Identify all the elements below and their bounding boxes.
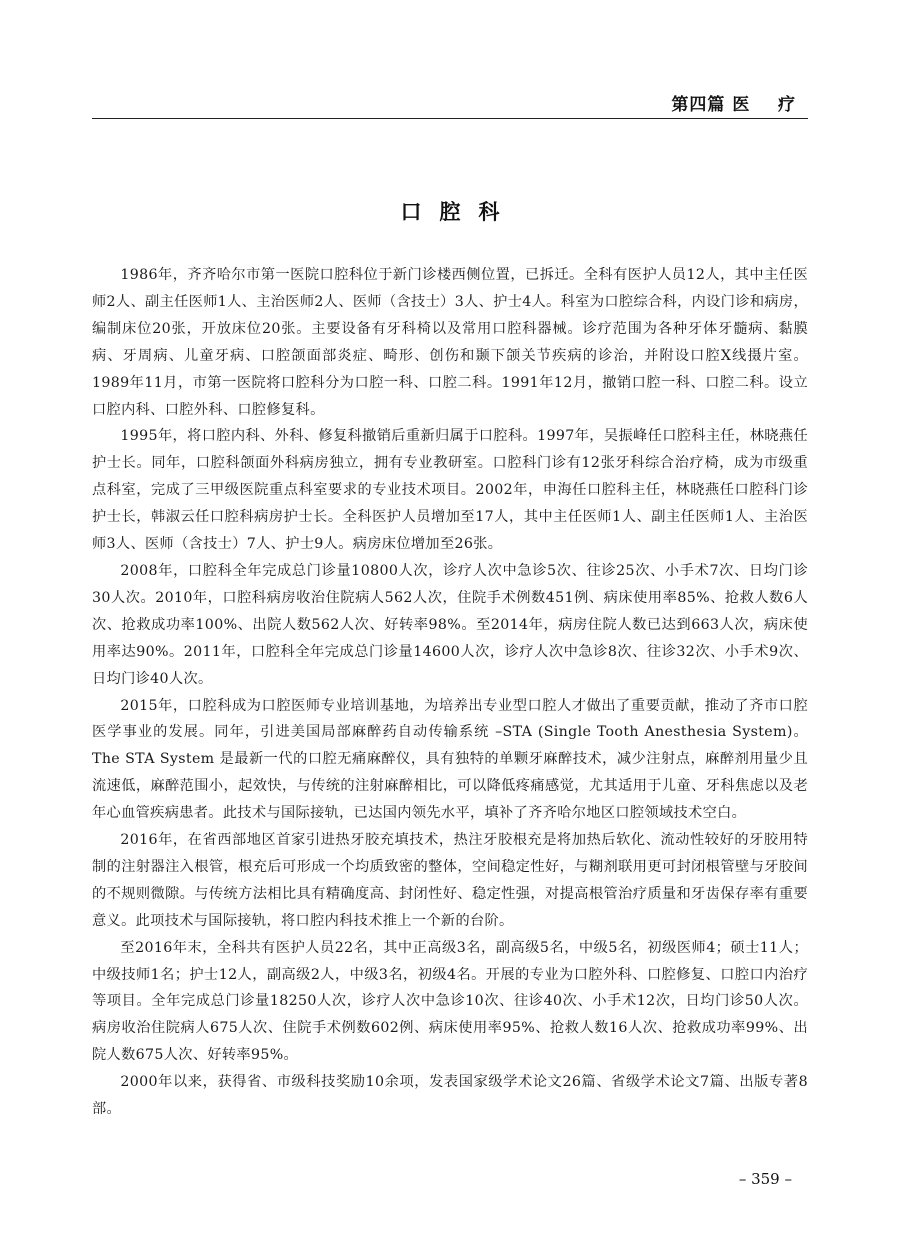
paragraph: 2015年，口腔科成为口腔医师专业培训基地，为培养出专业型口腔人才做出了重要贡献，推动了齐市口腔医学事业的发展。同年，引进美国局部麻醉药自动传输系统 –STA (Single Tooth Anesthesia System)。The STA System 是最新一代的口腔无痛麻醉仪，具有独特的单颗牙麻醉技术，减少注射点，麻醉剂用量少且流速低，麻醉范围小，起效快，与传统的注射麻醉相比，可以降低疼痛感觉，尤其适用于儿童、牙科焦虑以及老年心血管疾病患者。此技术与国际接轨，已达国内领先水平，填补了齐齐哈尔地区口腔领域技术空白。	[92, 697, 808, 822]
section-title: 口腔科	[400, 200, 518, 224]
paragraph: 至2016年末，全科共有医护人员22名，其中正高级3名，副高级5名，中级5名，初级医师4；硕士11人；中级技师1名；护士12人，副高级2人，中级3名，初级4名。开展的专业为口腔外科、口腔修复、口腔口内治疗等项目。全年完成总门诊量18250人次，诊疗人次中急诊10次、往诊40次、小手术12次，日均门诊50人次。病房收治住院病人675人次、住院手术例数602例、病床使用率95%、抢救人数16人次、抢救成功率99%、出院人数675人次、好转率95%。	[92, 939, 808, 1064]
running-header-title: 第四篇 医 疗	[671, 95, 796, 115]
body-text	[92, 262, 808, 1123]
paragraph: 2016年，在省西部地区首家引进热牙胶充填技术，热注牙胶根充是将加热后软化、流动性较好的牙胶用特制的注射器注入根管，根充后可形成一个均质致密的整体，空间稳定性好，与糊剂联用更可封闭根管壁与牙胶间的不规则微隙。与传统方法相比具有精确度高、封闭性好、稳定性强，对提高根管治疗质量和牙齿保存率有重要意义。此项技术与国际接轨，将口腔内科技术推上一个新的台阶。	[92, 832, 808, 929]
paragraph: 1995年，将口腔内科、外科、修复科撤销后重新归属于口腔科。1997年，吴振峰任口腔科主任，林晓燕任护士长。同年，口腔科颌面外科病房独立，拥有专业教研室。口腔科门诊有12张牙科综合治疗椅，成为市级重点科室，完成了三甲级医院重点科室要求的专业技术项目。2002年，申海任口腔科主任，林晓燕任口腔科门诊护士长，韩淑云任口腔科病房护士长。全科医护人员增加至17人，其中主任医师1人、副主任医师1人、主治医师3人、医师（含技士）7人、护士9人。病房床位增加至26张。	[92, 428, 808, 553]
paragraph: 2000年以来，获得省、市级科技奖励10余项，发表国家级学术论文26篇、省级学术论文7篇、出版专著8部。	[92, 1074, 808, 1118]
paragraph: 2008年，口腔科全年完成总门诊量10800人次，诊疗人次中急诊5次、往诊25次、小手术7次、日均门诊30人次。2010年，口腔科病房收治住院病人562人次，住院手术例数451例、病床使用率85%、抢救人数6人次、抢救成功率100%、出院人数562人次、好转率98%。至2014年，病房住院人数已达到663人次，病床使用率达90%。2011年，口腔科全年完成总门诊量14600人次，诊疗人次中急诊8次、往诊32次、小手术9次、日均门诊40人次。	[92, 562, 808, 687]
page-number: – 359 –	[738, 1170, 792, 1188]
running-header	[92, 88, 808, 119]
paragraph: 1986年，齐齐哈尔市第一医院口腔科位于新门诊楼西侧位置，已拆迁。全科有医护人员12人，其中主任医师2人、副主任医师1人、主治医师2人、医师（含技士）3人、护士4人。科室为口腔综合科，内设门诊和病房，编制床位20张，开放床位20张。主要设备有牙科椅以及常用口腔科器械。诊疗范围为各种牙体牙髓病、黏膜病、牙周病、儿童牙病、口腔颌面部炎症、畸形、创伤和颞下颌关节疾病的诊治，并附设口腔X线摄片室。1989年11月，市第一医院将口腔科分为口腔一科、口腔二科。1991年12月，撤销口腔一科、口腔二科。设立口腔内科、口腔外科、口腔修复科。	[92, 267, 808, 418]
